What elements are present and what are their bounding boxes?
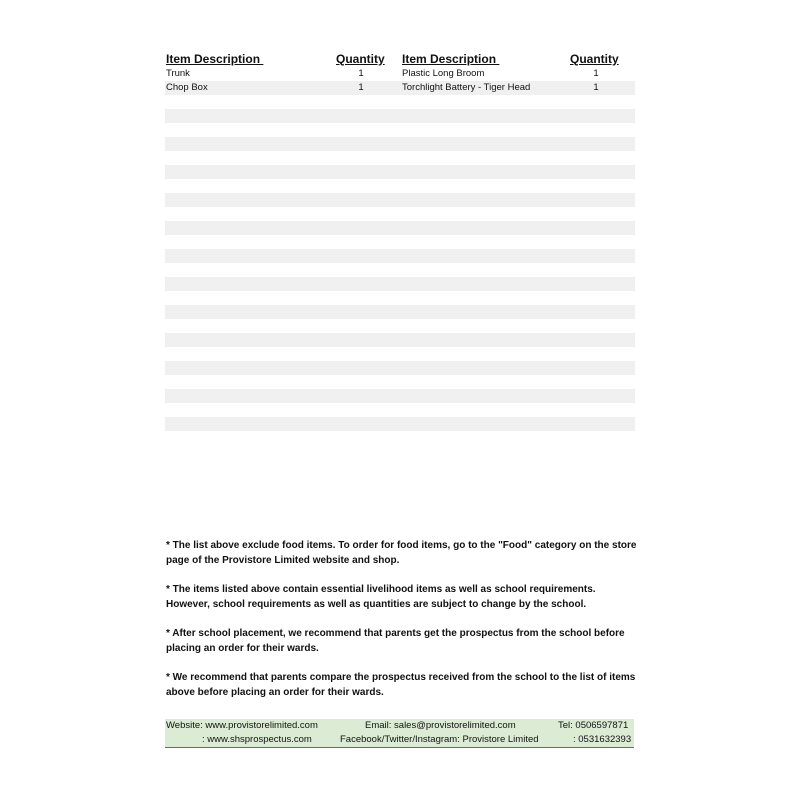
table-row bbox=[165, 291, 635, 305]
item-description-right: Plastic Long Broom bbox=[402, 68, 485, 79]
item-description-left: Chop Box bbox=[166, 82, 208, 93]
table-row bbox=[165, 249, 635, 263]
table-row bbox=[165, 81, 635, 95]
table-row bbox=[165, 305, 635, 319]
table-row bbox=[165, 431, 635, 445]
table-row bbox=[165, 179, 635, 193]
table-row bbox=[165, 109, 635, 123]
notes-section bbox=[166, 538, 641, 714]
table-row bbox=[165, 207, 635, 221]
footer-website[interactable]: Website: www.provistorelimited.com bbox=[166, 720, 318, 731]
table-row bbox=[165, 165, 635, 179]
table-row bbox=[165, 123, 635, 137]
table-row bbox=[165, 137, 635, 151]
note-prospectus: * After school placement, we recommend that parents get the prospectus from the school before placing an order for their wards. bbox=[166, 628, 625, 654]
note-essential-items: * The items listed above contain essential livelihood items as well as school requirements. However, school requirements as well as quantities are subject to change by the school. bbox=[166, 584, 596, 610]
table-row bbox=[165, 361, 635, 375]
contact-footer bbox=[165, 719, 634, 748]
table-row bbox=[165, 403, 635, 417]
header-item-description-right: Item Description bbox=[402, 52, 500, 66]
note-food-items: * The list above exclude food items. To order for food items, go to the "Food" category on the store page of the Provistore Limited website and shop. bbox=[166, 540, 637, 566]
footer-email[interactable]: Email: sales@provistorelimited.com bbox=[365, 720, 516, 731]
table-row bbox=[165, 235, 635, 249]
header-quantity-left: Quantity bbox=[336, 52, 385, 66]
table-row bbox=[165, 347, 635, 361]
quantity-right: 1 bbox=[593, 82, 599, 93]
table-row bbox=[165, 333, 635, 347]
table-row bbox=[165, 263, 635, 277]
header-quantity-right: Quantity bbox=[570, 52, 619, 66]
header-item-description-left: Item Description bbox=[166, 52, 264, 66]
table-body bbox=[165, 67, 635, 445]
footer-social: Facebook/Twitter/Instagram: Provistore Limited bbox=[340, 734, 539, 745]
table-row bbox=[165, 95, 635, 109]
table-row bbox=[165, 151, 635, 165]
quantity-left: 1 bbox=[358, 68, 364, 79]
quantity-right: 1 bbox=[593, 68, 599, 79]
footer-website-2[interactable]: : www.shsprospectus.com bbox=[202, 734, 312, 745]
table-row bbox=[165, 319, 635, 333]
table-header bbox=[165, 52, 635, 67]
footer-tel-2: : 0531632393 bbox=[573, 734, 632, 745]
footer-tel-1: Tel: 0506597871 bbox=[558, 720, 629, 731]
items-table bbox=[165, 52, 635, 445]
item-description-left: Trunk bbox=[166, 68, 190, 79]
table-row bbox=[165, 375, 635, 389]
quantity-left: 1 bbox=[358, 82, 364, 93]
table-row bbox=[165, 277, 635, 291]
table-row bbox=[165, 193, 635, 207]
table-row bbox=[165, 67, 635, 81]
item-description-right: Torchlight Battery - Tiger Head bbox=[402, 82, 531, 93]
note-compare: * We recommend that parents compare the prospectus received from the school to the list of items above before placing an order for their wards. bbox=[166, 672, 636, 698]
table-row bbox=[165, 417, 635, 431]
table-row bbox=[165, 389, 635, 403]
table-row bbox=[165, 221, 635, 235]
